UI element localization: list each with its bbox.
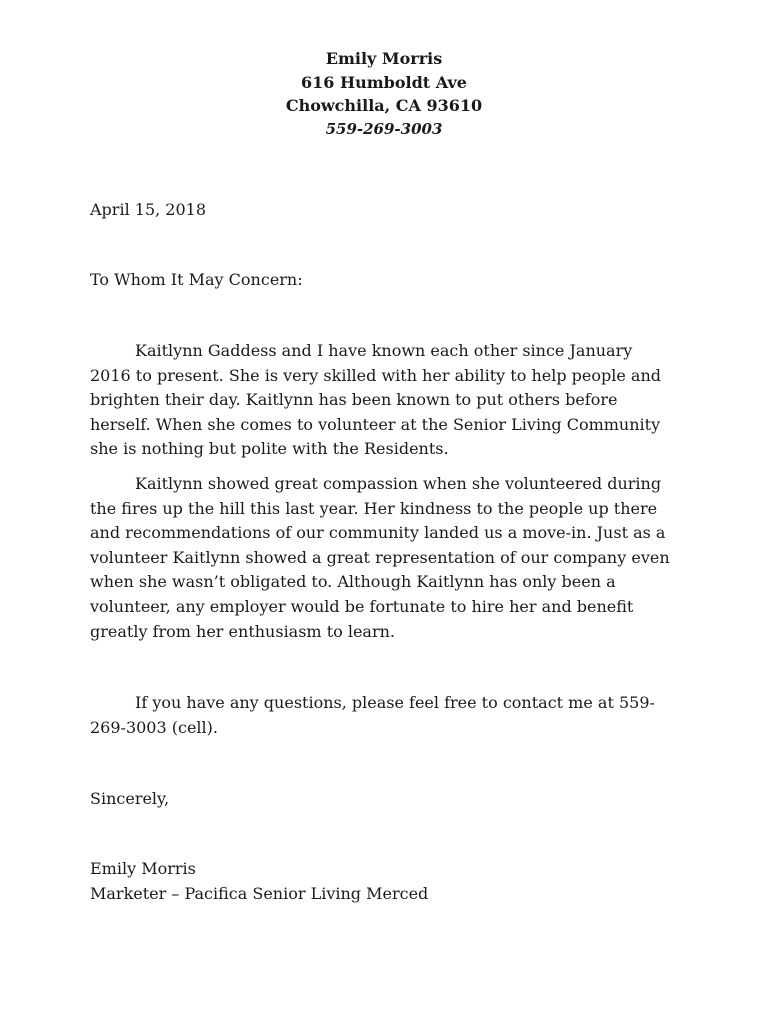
closing: Sincerely, xyxy=(90,789,170,808)
salutation: To Whom It May Concern: xyxy=(90,270,303,289)
body-paragraph-2: Kaitlynn showed great compassion when she volunteered during the fires up the hill this last year. Her kindness to the people up there and recommendations of our community landed us a move-in. Just as a volunteer Kaitlynn showed a great representation of our company even when she wasn’t obligated to. Although Kaitlynn has only been a volunteer, any employer would be fortunate to hire her and benefit greatly from her enthusiasm to learn. xyxy=(90,474,670,641)
signature-block xyxy=(90,857,676,906)
sender-city-state-zip: Chowchilla, CA 93610 xyxy=(285,96,483,115)
sender-phone: 559-269-3003 xyxy=(325,119,443,138)
body-paragraph-3: If you have any questions, please feel free to contact me at 559-269-3003 (cell). xyxy=(90,693,655,737)
body-paragraph-1: Kaitlynn Gaddess and I have known each other since January 2016 to present. She is very skilled with her ability to help people and brighten their day. Kaitlynn has been known to put others before herself. When she comes to volunteer at the Senior Living Community she is nothing but polite with the Residents. xyxy=(90,341,662,459)
sender-name: Emily Morris xyxy=(325,49,443,68)
sender-street: 616 Humboldt Ave xyxy=(301,72,467,92)
letterhead xyxy=(0,47,768,141)
signature-name: Emily Morris xyxy=(90,859,196,878)
letter-date: April 15, 2018 xyxy=(90,200,207,219)
signature-title: Marketer – Pacifica Senior Living Merced xyxy=(90,883,429,903)
